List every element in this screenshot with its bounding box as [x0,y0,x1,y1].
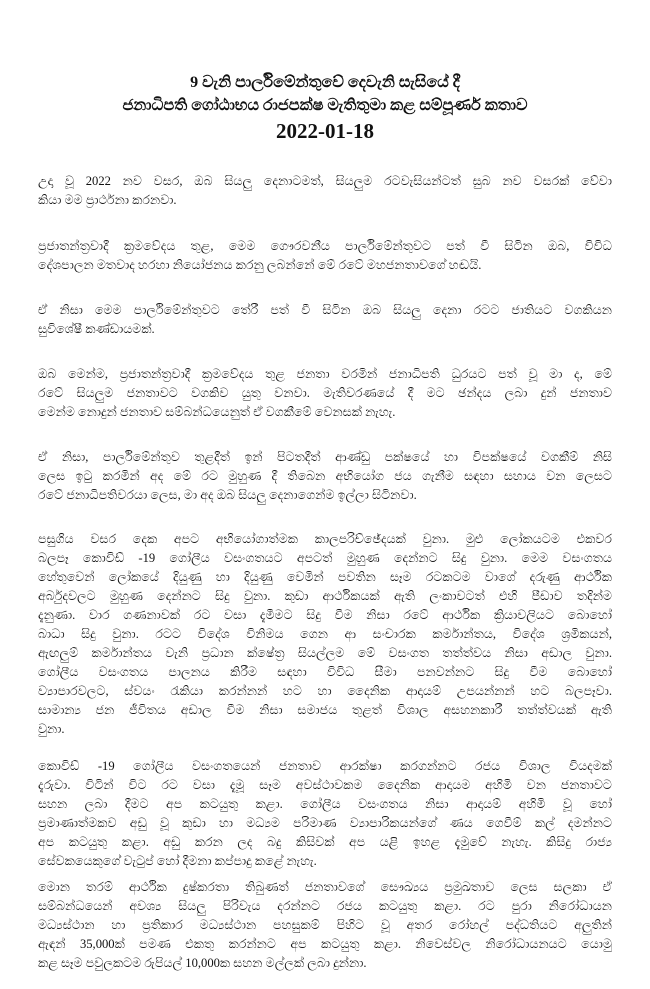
paragraph-line: සාමාන්‍ය ජන ජීවිතය අඩාල වීම නිසා සමාජය තුළත් විශාල අසහනකාරී තත්ත්වයක් ඇති [38,703,612,717]
paragraph [38,530,612,739]
paragraph-line: ගෝලීය වසංගතය පාලනය කිරීම සඳහා විවිධ සීමා පනවන්නට සිදු වීම බොහෝ [38,665,612,679]
paragraph-line: දේශපාලන මතවාද හරහා නියෝජනය කරනු ලබන්නේ මේ රටේ මහජනතාවගේ හඬයි. [38,258,482,272]
speech-date: 2022-01-18 [276,119,374,143]
paragraph [38,365,612,422]
paragraph-line: දැනුණා. වාර ගණනාවක් රට වසා දැමීමට සිදු වීම නිසා රටේ ආර්ථික ක්‍රියාවලියට බොහෝ [38,608,612,622]
paragraph-line: ව්‍යාපාරවලට, ස්වයං රැකියා කරන්නන් හට හා දෛනික ආදායම් උපයන්නන් හට බලපෑවා. [38,684,612,698]
paragraph-line: සහන ලබා දීමට අප කටයුතු කළා. ගෝලීය වසංගතය නිසා ආදායම් අහිමි වූ හෝ [38,797,612,811]
paragraph-line: මොන තරම් ආර්ථික දුෂ්කරතා තිබුණත් ජනතාවගේ සෞඛ්‍යය ප්‍රමුඛතාව ලෙස සලකා ඒ [38,880,612,894]
paragraph [38,448,612,505]
paragraph-line: අර්බුදවලට මුහුණ දෙන්නට සිදු වුනා. කුඩා ආර්ථිකයක් ඇති ලංකාවටත් එහි පීඩාව තදින්ම [38,589,612,603]
paragraph [38,301,612,339]
paragraph [38,237,612,275]
title-line-1: 9 වැනි පාර්ලිමේන්තුවේ දෙවැනි සැසියේ දී [190,74,460,91]
paragraph-line: උදා වූ 2022 නව වසර, ඔබ සියලු දෙනාටමත්, සියලුම රටවැසියන්ටත් සුබ නව වසරක් වේවා [38,174,612,188]
paragraph-line: බලපෑ කොවිඩ් -19 ගෝලීය වසංගතයට අපටත් මුහුණ දෙන්නට සිදු වුනා. මෙම වසංගතය [38,551,612,565]
paragraph-line: අප කටයුතු කළා. අඩු කරන ලද බදු කිසිවක් අප යළි ඉහළ දැමුවේ නැහැ. කිසිදු රාජ්‍ය [38,835,612,849]
paragraph-line: පසුගිය වසර දෙක අපට අභියෝගාත්මක කාලපරිච්ඡේදයක් වුනා. මුළු ලෝකයටම එකවර [38,532,612,546]
paragraph-line: මෙන්ම නොදුන් ජනතාව සම්බන්ධයෙනුත් ඒ වගකීමේ වෙනසක් නැහැ. [38,405,396,419]
paragraph-line: ප්‍රජාතන්ත්‍රවාදී ක්‍රමවේදය තුළ, මෙම ගෞරවනීය පාර්ලිමේන්තුවට පත් වී සිටින ඔබ, විවිධ [38,239,612,253]
paragraph-line: ඇඳන් 35,000ක් පමණ එකතු කරන්නට අප කටයුතු කළා. නිවෙස්වල නිරෝධායනයට යොමු [38,937,612,951]
paragraph-line: දැරුවා. විටින් විට රට වසා දැමූ සෑම අවස්ථාවකම දෛනික ආදායම අහිමි වන ජනතාවට [38,778,612,792]
paragraph-line: රටේ සියලුම ජනතාවට වගකිව යුතු වනවා. මැතිවරණයේ දී මට ඡන්දය ලබා දුන් ජනතාව [38,386,612,400]
paragraph-line: ලෙස ඉටු කරමින් අද මේ රට මුහුණ දී තිබෙන අභියෝග ජය ගැනීම සඳහා සහාය වන ලෙසට [38,469,612,483]
paragraph-line: ප්‍රමාණාත්මකව අඩු වූ කුඩා හා මධ්‍යම පරිමාණ ව්‍යාපාරිකයන්ගේ ණය ගෙවීම් කල් දමන්නට [38,816,612,830]
paragraph-line: රටේ ජනාධිපතිවරයා ලෙස, මා අද ඔබ සියලු දෙනාගෙන්ම ඉල්ලා සිටිනවා. [38,488,417,502]
paragraph-line: සේවකයෙකුගේ වැටුප් හෝ දීමනා කප්පාදු කළේ නැහැ. [38,854,317,868]
paragraph-line: කළ සෑම පවුලකටම රුපියල් 10,000ක සහන මල්ලක් ලබා දුන්නා. [38,956,367,970]
paragraph-line: බාධා සිදු වුනා. රටට විදේශ විනිමය ගෙන ආ සංචාරක කර්මාන්තය, විදේශ ශ්‍රමිකයන්, [38,627,612,641]
paragraph-line: කියා මම ප්‍රාර්ථනා කරනවා. [38,193,177,207]
paragraph-line: ඇඟලුම් කර්මාන්තය වැනි ප්‍රධාන ක්ෂේත්‍ර සියල්ලම මේ වසංගත තත්ත්වය නිසා අඩාල වුනා. [38,646,612,660]
paragraph [38,757,612,871]
paragraph-line: හේතුවෙන් ලෝකයේ දියුණු හා දියුණු වෙමින් පවතින සෑම රටකටම වාගේ දරුණු ආර්ථික [38,570,612,584]
paragraph-line: ඔබ මෙන්ම, ප්‍රජාතන්ත්‍රවාදී ක්‍රමවේදය තුළ ජනතා වරමින් ජනාධිපති ධුරයට පත් වූ මා ද, මේ [38,367,612,381]
paragraph-line: මධ්‍යස්ථාන හා ප්‍රතිකාර මධ්‍යස්ථාන පහසුකම් පිහිට වූ අතර රෝහල් පද්ධතියට අලුතින් [38,918,612,932]
paragraph-line: වුනා. [38,722,65,736]
paragraph-line: කොවිඩ් -19 ගෝලීය වසංගතයෙන් ජනතාව ආරක්ෂා කරගන්නට රජය විශාල වියදමක් [38,759,612,773]
paragraph-line: සම්බන්ධයෙන් අවශ්‍ය සියලු පිරිවැය දරන්නට රජය කටයුතු කළා. රට පුරා නිරෝධායන [38,899,612,913]
paragraph-line: ඒ නිසා මෙම පාර්ලිමේන්තුවට තේරී පත් වී සිටින ඔබ සියලු දෙනා රටට ජාතියට වගකියන [38,303,612,317]
paragraph-line: ඒ නිසා, පාර්ලිමේන්තුව තුළදීත් ඉන් පිටතදීත් ආණ්ඩු පක්ෂයේ හා විපක්ෂයේ වගකීම් නිසි [38,450,612,464]
paragraph [38,878,612,973]
title-line-2: ජනාධිපති ගෝඨාභය රාජපක්ෂ මැතිතුමා කළ සම්පූර්ණ කතාව [122,97,528,114]
paragraph [38,172,612,210]
paragraph-line: සුවිශේෂී කණ්ඩායමක්. [38,322,155,336]
